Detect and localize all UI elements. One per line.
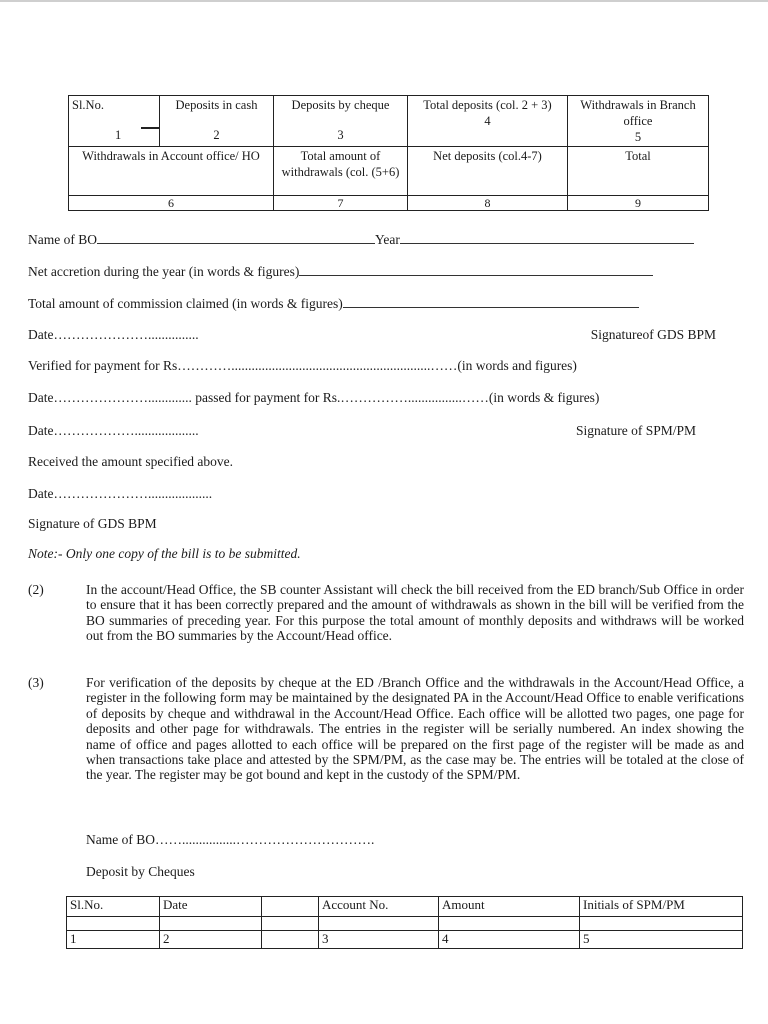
table-cell[interactable] — [262, 917, 319, 931]
table-cell: Total — [568, 147, 709, 196]
table-header-cell — [262, 897, 319, 917]
date-line-3 — [28, 422, 744, 440]
name-of-bo-line — [28, 230, 744, 248]
paragraph-text: In the account/Head Office, the SB counter Assistant will check the bill received from the ED branch/Sub Office in order to ensure that it has been correctly prepared and the amount of withdrawals as shown in the bill will be verified from the BO summaries of preceding year. For this purpose the total amount of monthly deposits and withdraws will be worked out from the BO summaries by the Account/Head office. — [86, 582, 744, 644]
year-label: Year — [374, 232, 400, 247]
table-row — [69, 147, 709, 196]
received-label: Received the amount specified above. — [28, 454, 234, 469]
signature-gds-bpm-line — [28, 515, 744, 533]
table-header-cell: Date — [160, 897, 262, 917]
table-header-cell: Account No. — [319, 897, 439, 917]
date-line-1 — [28, 326, 744, 344]
table-cell[interactable] — [67, 917, 160, 931]
paragraph-number: (2) — [28, 582, 44, 597]
net-accretion-line — [28, 262, 744, 280]
verified-line — [28, 357, 744, 375]
note: Note:- Only one copy of the bill is to be submitted. — [28, 546, 301, 561]
table-cell: Withdrawals in Account office/ HO — [69, 147, 274, 196]
table-row — [67, 931, 743, 949]
paragraph-3 — [28, 675, 744, 783]
date-label: Date…………………............... — [28, 327, 199, 342]
name-of-bo-label: Name of BO — [28, 232, 97, 247]
table-cell: Net deposits (col.4-7) — [408, 147, 568, 196]
passed-label: Date…………………............. passed for payment for Rs.……………................……(in words & figures) — [28, 390, 600, 405]
table-cell: 6 — [69, 196, 274, 211]
bill-summary-table — [68, 95, 709, 211]
deposit-cheques-table — [66, 896, 743, 949]
deposit-by-cheques-heading: Deposit by Cheques — [86, 864, 195, 879]
table-row — [67, 917, 743, 931]
paragraph-number: (3) — [28, 675, 44, 690]
name-of-bo-2: Name of BO……................…………………………. — [86, 832, 375, 847]
net-accretion-label: Net accretion during the year (in words & figures) — [28, 264, 300, 279]
table-row — [69, 196, 709, 211]
table-cell: 4 — [439, 931, 580, 949]
passed-line — [28, 389, 744, 407]
table-cell: Deposits in cash 2 — [160, 96, 274, 147]
paragraph-text: For verification of the deposits by cheque at the ED /Branch Office and the withdrawals in the Account/Head Office, a register in the following form may be maintained by the designated PA in the Account/Head Office to enable verifications of deposits by cheque and withdrawal in the Account/Head Office. Each office will be allotted two pages, one page for deposits and other page for withdrawals. The entries in the register will be serially numbered. An index showing the name of office and pages allotted to each office will be prepared on the first page of the register will be made as and when transactions take place and attested by the SPM/PM, as the case may be. The entries will be totaled at the close of the year. The register may be got bound and kept in the custody of the SPM/PM. — [86, 675, 744, 783]
table-header-cell: Amount — [439, 897, 580, 917]
table-cell[interactable] — [439, 917, 580, 931]
table-header-row — [67, 897, 743, 917]
table-cell: 3 — [319, 931, 439, 949]
table-cell: Withdrawals in Branch office 5 — [568, 96, 709, 147]
table-cell[interactable] — [580, 917, 743, 931]
verified-label: Verified for payment for Rs…………...........................................................……(in words and figures) — [28, 358, 577, 373]
date-label: Date………………................... — [28, 423, 199, 438]
table-cell: 7 — [274, 196, 408, 211]
table-cell: Total amount of withdrawals (col. (5+6) — [274, 147, 408, 196]
signature-spm-label: Signature of SPM/PM — [575, 423, 696, 438]
table-cell: 2 — [160, 931, 262, 949]
table-header-cell: Initials of SPM/PM — [580, 897, 743, 917]
name-of-bo-field[interactable] — [97, 230, 375, 244]
table-cell: 1 — [67, 931, 160, 949]
commission-label: Total amount of commission claimed (in words & figures) — [28, 296, 343, 311]
table-cell: Sl.No. 1 — [69, 96, 160, 147]
commission-field[interactable] — [343, 294, 639, 308]
signature-gds-bpm-label: Signatureof GDS BPM — [590, 327, 716, 342]
date-line-4 — [28, 485, 744, 503]
table-cell: 5 — [580, 931, 743, 949]
year-field[interactable] — [400, 230, 694, 244]
table-cell: Total deposits (col. 2 + 3) 4 — [408, 96, 568, 147]
table-cell: 9 — [568, 196, 709, 211]
table-cell: Deposits by cheque 3 — [274, 96, 408, 147]
date-label: Date…………………................... — [28, 486, 213, 501]
table-header-cell: Sl.No. — [67, 897, 160, 917]
table-cell[interactable] — [160, 917, 262, 931]
table-cell: 8 — [408, 196, 568, 211]
net-accretion-field[interactable] — [299, 262, 653, 276]
paragraph-2 — [28, 582, 744, 644]
top-border — [0, 0, 768, 2]
table-tick-mark — [141, 127, 159, 129]
table-cell — [262, 931, 319, 949]
commission-line — [28, 294, 744, 312]
received-line — [28, 453, 744, 471]
table-row — [69, 96, 709, 147]
signature-gds-bpm-label: Signature of GDS BPM — [28, 516, 157, 531]
table-cell[interactable] — [319, 917, 439, 931]
